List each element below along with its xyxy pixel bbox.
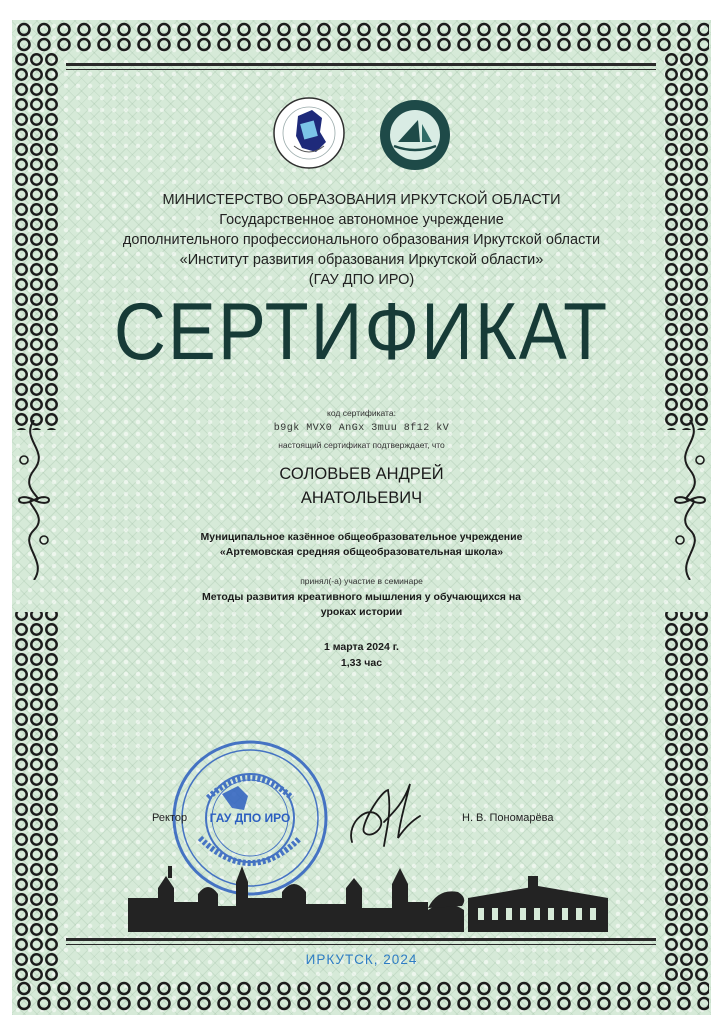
seminar-line1: Методы развития креативного мышления у обучающихся на <box>201 591 522 603</box>
top-double-rule <box>66 63 656 66</box>
seminar-line2: уроках истории <box>320 606 403 618</box>
ministry-logo <box>272 96 346 175</box>
seminar-date: 1 марта 2024 г. <box>324 641 399 653</box>
rector-signature <box>340 782 430 857</box>
org-line-4: «Институт развития образования Иркутской области» <box>179 252 544 268</box>
city-skyline-silhouette <box>128 858 608 937</box>
seminar-hours: 1,33 час <box>340 657 383 669</box>
org-line-3: дополнительного профессионального образования Иркутской области <box>122 232 601 248</box>
seal-text: ГАУ ДПО ИРО <box>209 811 291 825</box>
bottom-chain-border <box>14 981 709 1011</box>
organization-header <box>0 190 723 290</box>
code-label: код сертификата: <box>327 408 396 418</box>
bottom-double-rule <box>66 938 656 941</box>
rector-name: Н. В. Пономарёва <box>462 812 554 824</box>
institute-logo <box>378 98 452 177</box>
rector-label: Ректор <box>152 812 188 824</box>
city-year: ИРКУТСК, 2024 <box>305 952 418 967</box>
certificate-title: СЕРТИФИКАТ <box>113 287 610 377</box>
top-chain-border <box>14 22 709 52</box>
code-value: b9gk MVX0 AnGx 3muu 8f12 kV <box>273 423 450 434</box>
institution-line1: Муниципальное казённое общеобразовательное учреждение <box>200 531 523 543</box>
institution-line2: «Артемовская средняя общеобразовательная школа» <box>219 546 504 558</box>
recipient-name-line1: СОЛОВЬЕВ АНДРЕЙ <box>279 465 444 483</box>
org-line-2: Государственное автономное учреждение <box>219 212 504 228</box>
participation-text: принял(-а) участие в семинаре <box>300 576 423 586</box>
confirms-text: настоящий сертификат подтверждает, что <box>278 440 445 450</box>
recipient-name-line2: АНАТОЛЬЕВИЧ <box>300 489 423 507</box>
org-line-1: МИНИСТЕРСТВО ОБРАЗОВАНИЯ ИРКУТСКОЙ ОБЛАСТИ <box>162 192 561 208</box>
org-line-5: (ГАУ ДПО ИРО) <box>308 272 415 288</box>
